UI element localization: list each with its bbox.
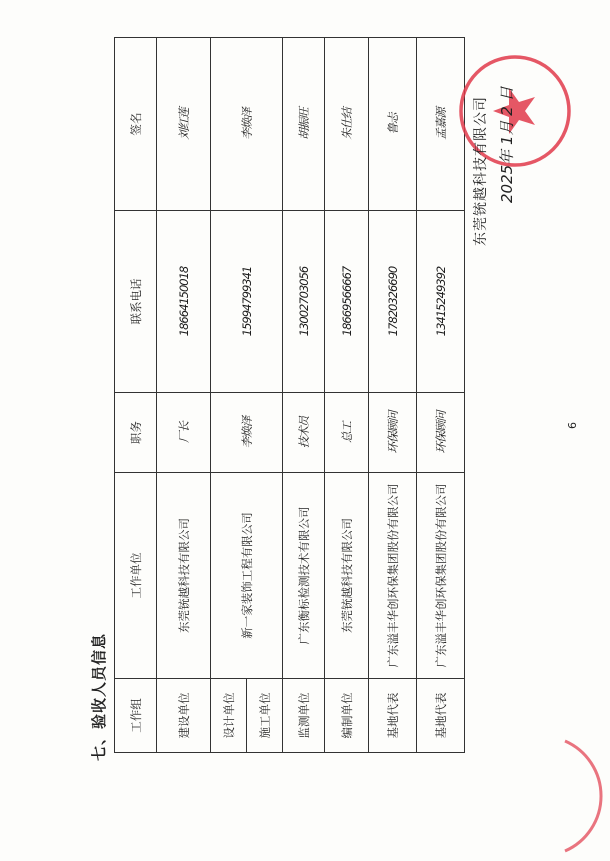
cell-role: 总工 <box>325 393 369 473</box>
table-row <box>283 38 325 753</box>
section-title: 七、验收人员信息 <box>90 632 108 761</box>
cell-group: 编制单位 <box>325 679 369 753</box>
cell-phone: 17820326690 <box>369 211 417 393</box>
cell-sign: 鲁忐 <box>369 38 417 211</box>
header-role: 职务 <box>115 393 157 473</box>
table-row <box>325 38 369 753</box>
cell-role: 厂长 <box>157 393 211 473</box>
cell-unit: 新一家装饰工程有限公司 <box>211 473 283 679</box>
cell-sign: 朱仕结 <box>325 38 369 211</box>
cell-unit: 东莞铳越科技有限公司 <box>157 473 211 679</box>
header-group: 工作组 <box>115 679 157 753</box>
cell-role: 环保顾问 <box>369 393 417 473</box>
cell-sign: 刘红莲 <box>157 38 211 211</box>
cell-phone: 13415249392 <box>417 211 465 393</box>
cell-unit: 广东衡标检测技术有限公司 <box>283 473 325 679</box>
cell-group: 基地代表 <box>369 679 417 753</box>
cell-unit: 东莞铳越科技有限公司 <box>325 473 369 679</box>
cell-group: 施工单位 <box>247 679 283 753</box>
header-unit: 工作单位 <box>115 473 157 679</box>
footer-company: 东莞铳越科技有限公司 <box>473 96 489 246</box>
cell-unit: 广东溢丰华创环保集团股份有限公司 <box>369 473 417 679</box>
cell-group: 基地代表 <box>417 679 465 753</box>
table-row <box>157 38 211 753</box>
cell-sign: 李焕泽 <box>211 38 283 211</box>
cell-group: 监测单位 <box>283 679 325 753</box>
cell-sign: 胡振旺 <box>283 38 325 211</box>
table-row <box>211 38 247 753</box>
table-row <box>369 38 417 753</box>
header-sign: 签名 <box>115 38 157 211</box>
acceptance-table <box>114 37 465 753</box>
cell-group: 设计单位 <box>211 679 247 753</box>
cell-role: 环保顾问 <box>417 393 465 473</box>
cell-phone: 15994799341 <box>211 211 283 393</box>
header-phone: 联系电话 <box>115 211 157 393</box>
cell-role: 技术员 <box>283 393 325 473</box>
cell-phone: 13002703056 <box>283 211 325 393</box>
table-header-row <box>115 38 157 753</box>
cell-phone: 18669566667 <box>325 211 369 393</box>
cell-phone: 18664150018 <box>157 211 211 393</box>
footer-date: 2025年 1月 2 日 <box>498 86 516 203</box>
partial-seal-icon <box>555 731 610 861</box>
cell-group: 建设单位 <box>157 679 211 753</box>
cell-sign: 孟嘉源 <box>417 38 465 211</box>
page-number: 6 <box>566 422 579 429</box>
cell-role: 李焕泽 <box>211 393 283 473</box>
cell-unit: 广东溢丰华创环保集团股份有限公司 <box>417 473 465 679</box>
